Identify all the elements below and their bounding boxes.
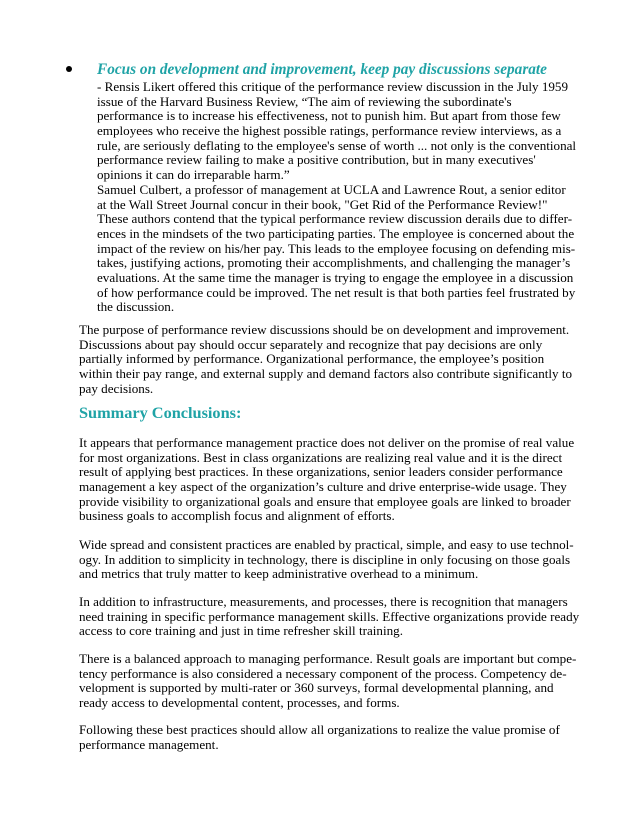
text-line: access to core training and just in time refresher skill training. xyxy=(79,623,403,639)
text-line: There is a balanced approach to managing performance. Result goals are important but compe- xyxy=(79,651,577,666)
text-line: pay decisions. xyxy=(79,380,154,396)
text-line: opinions it can do irreparable harm.” xyxy=(97,167,290,183)
text-line: ogy. In addition to simplicity in technology, there is discipline in only focusing on those goals xyxy=(79,551,571,567)
text-line: The purpose of performance review discussions should be on development and improvement. xyxy=(79,322,570,337)
text-line: It appears that performance management practice does not deliver on the promise of real value xyxy=(79,435,575,450)
text-line: ready access to developmental content, processes, and forms. xyxy=(79,695,400,711)
text-line: provide visibility to organizational goals and ensure that employee goals are linked to broader xyxy=(79,493,571,509)
text-line: performance management. xyxy=(79,736,219,752)
text-line: at the Wall Street Journal concur in their book, "Get Rid of the Performance Review!" xyxy=(97,196,548,212)
summary-paragraph-2 xyxy=(79,537,574,582)
text-line: Following these best practices should allow all organizations to realize the value promise of xyxy=(79,722,560,737)
text-line: performance review failing to make a positive contribution, but in many executives' xyxy=(97,152,536,168)
text-line: velopment is supported by multi-rater or 360 surveys, formal developmental planning, and xyxy=(79,680,554,696)
text-line: the discussion. xyxy=(97,299,175,315)
summary-paragraph-4 xyxy=(79,651,577,711)
text-line: Wide spread and consistent practices are enabled by practical, simple, and easy to use technol- xyxy=(79,537,574,552)
text-line: evaluations. At the same time the manager is trying to engage the employee in a discussion xyxy=(97,269,574,285)
summary-paragraph-5 xyxy=(79,723,569,752)
text-line: - Rensis Likert offered this critique of the performance review discussion in the July 1959 xyxy=(97,79,569,94)
summary-heading: Summary Conclusions: xyxy=(79,403,242,422)
text-line: management a key aspect of the organization’s culture and drive enterprise-wide usage. They xyxy=(79,479,567,495)
text-line: These authors contend that the typical performance review discussion derails due to differ- xyxy=(97,211,573,227)
text-line: In addition to infrastructure, measurements, and processes, there is recognition that managers xyxy=(79,594,568,609)
text-line: partially informed by performance. Organizational performance, the employee’s position xyxy=(79,351,545,367)
text-line: performance is to increase his effectiveness, not to punish him. But apart from those few xyxy=(97,108,561,124)
text-line: employees who receive the highest possible ratings, performance review interviews, as a xyxy=(97,123,562,139)
text-line: impact of the review on his/her pay. This leads to the employee focusing on defending mis- xyxy=(97,240,576,256)
text-line: result of applying best practices. In these organizations, senior leaders consider performance xyxy=(79,464,563,480)
text-line: tency performance is also considered a necessary component of the process. Competency de- xyxy=(79,665,567,681)
bullet-title: Focus on development and improvement, keep pay discussions separate xyxy=(97,61,547,78)
text-line: need training in specific performance management skills. Effective organizations provide ready xyxy=(79,608,580,624)
summary-paragraph-3 xyxy=(79,594,580,639)
text-line: of how performance could be improved. The net result is that both parties feel frustrated by xyxy=(97,284,576,300)
summary-paragraph-1 xyxy=(79,435,575,524)
text-line: business goals to accomplish focus and alignment of efforts. xyxy=(79,508,395,524)
bullet-body xyxy=(97,79,577,315)
text-line: issue of the Harvard Business Review, “The aim of reviewing the subordinate's xyxy=(97,93,512,109)
bullet-point-icon xyxy=(66,66,72,72)
text-line: ences in the mindsets of the two participating parties. The employee is concerned about the xyxy=(97,225,575,241)
text-line: rule, are seriously deflating to the employee's sense of worth ... not only is the conventional xyxy=(97,137,577,153)
purpose-paragraph xyxy=(79,322,573,396)
text-line: takes, justifying actions, promoting their accomplishments, and challenging the manager’s xyxy=(97,255,571,271)
text-line: and metrics that truly matter to keep administrative overhead to a minimum. xyxy=(79,566,479,582)
text-line: within their pay range, and external supply and demand factors also contribute significantly to xyxy=(79,366,573,382)
text-line: Samuel Culbert, a professor of management at UCLA and Lawrence Rout, a senior editor xyxy=(97,181,566,197)
text-line: for most organizations. Best in class organizations are realizing real value and it is the direct xyxy=(79,449,563,465)
text-line: Discussions about pay should occur separately and recognize that pay decisions are only xyxy=(79,336,543,352)
